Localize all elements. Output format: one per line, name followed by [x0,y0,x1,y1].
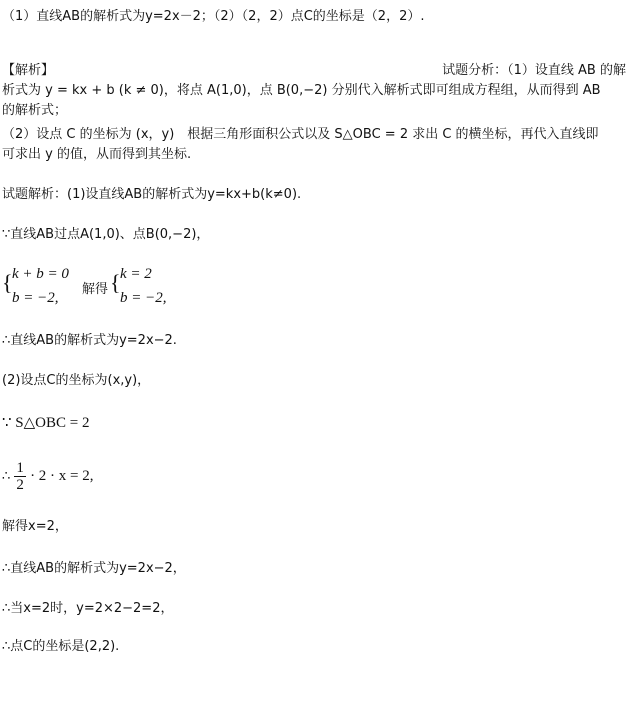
analysis-paragraph-1a: 析式为 y = kx + b (k ≠ 0)，将点 A(1,0)，点 B(0,−2) 分别代入解析式即可组成方程组，从而得到 AB [2,83,601,98]
fraction-denominator: 2 [16,477,24,493]
system-2-eq-1: k = 2 [120,266,152,282]
fraction-equation-rest: · 2 · x = 2, [30,468,94,484]
system-1-eq-1: k + b = 0 [12,266,69,282]
system-2-eq-2: b = −2, [120,290,167,306]
analysis-title: 试题分析：（1）设直线 AB 的解 [442,63,626,78]
analysis-paragraph-1b: 的解析式； [2,103,68,118]
solution-line-10: ∴点C的坐标是(2,2). [2,639,120,654]
solution-line-1: 试题解析：(1)设直线AB的解析式为y=kx+b(k≠0). [2,187,302,202]
left-brace-2: { [110,270,121,295]
analysis-tag: 【解析】 [2,63,55,78]
fraction-equation [2,460,94,493]
solve-label: 解得 [82,282,109,297]
solution-line-8: ∴直线AB的解析式为y=2x−2， [2,561,186,576]
solution-line-2: ∵直线AB过点A(1,0)、点B(0,−2)， [2,227,210,242]
solution-line-4: (2)设点C的坐标为(x,y)， [2,373,151,388]
area-condition: ∵ S△OBC = 2 [2,415,90,431]
fraction-half [14,460,26,493]
solution-line-9: ∴当x=2时，y=2×2−2=2， [2,601,174,616]
left-brace-1: { [2,270,13,295]
solution-line-7: 解得x=2， [2,519,68,534]
fraction-numerator: 1 [16,460,24,476]
analysis-paragraph-2a: （2）设点 C 的坐标为 (x，y) 根据三角形面积公式以及 S△OBC = 2 求出 C 的横坐标，再代入直线即 [2,127,599,142]
therefore-symbol: ∴ [2,469,11,484]
analysis-paragraph-2b: 可求出 y 的值，从而得到其坐标. [2,147,192,162]
system-1-eq-2: b = −2, [12,290,59,306]
answer-summary: （1）直线AB的解析式为y=2x－2；（2）（2，2）点C的坐标是（2，2）. [2,9,425,24]
solution-line-3: ∴直线AB的解析式为y=2x−2. [2,333,177,348]
